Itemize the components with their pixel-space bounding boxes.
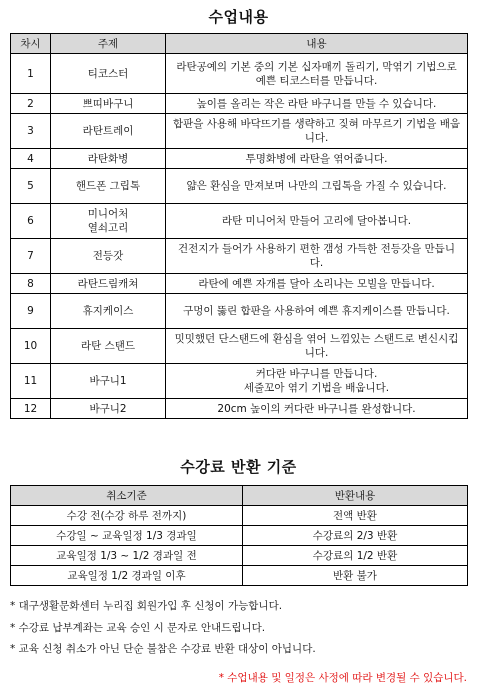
curriculum-row [11, 239, 468, 274]
session-content: 라탄에 예쁜 자개를 달아 소리나는 모빌을 만듭니다. [166, 274, 468, 294]
refund-amount: 반환 불가 [243, 566, 468, 586]
curriculum-row [11, 114, 468, 149]
session-content: 라탄공예의 기본 중의 기본 십자매끼 돌리기, 막엮기 기법으로 예쁜 티코스터를 만듭니다. [166, 54, 468, 94]
session-content: 라탄 미니어처 만들어 고리에 달아봅니다. [166, 204, 468, 239]
note-1: * 대구생활문화센터 누리집 회원가입 후 신청이 가능합니다. [10, 600, 283, 612]
refund-amount: 수강료의 2/3 반환 [243, 526, 468, 546]
session-topic: 라탄드림캐쳐 [51, 274, 166, 294]
session-number: 6 [11, 204, 51, 239]
notes [10, 596, 470, 661]
session-number: 7 [11, 239, 51, 274]
refund-amount: 전액 반환 [243, 506, 468, 526]
session-topic: 쁘띠바구니 [51, 94, 166, 114]
session-number: 4 [11, 149, 51, 169]
refund-header-row [11, 486, 468, 506]
session-number: 10 [11, 329, 51, 364]
session-topic: 라탄 스탠드 [51, 329, 166, 364]
session-content: 투명화병에 라탄을 엮어줍니다. [166, 149, 468, 169]
curriculum-row [11, 274, 468, 294]
session-content: 밋밋했던 단스탠드에 환심을 엮어 느낌있는 스탠드로 변신시킵니다. [166, 329, 468, 364]
refund-row [11, 566, 468, 586]
refund-criteria: 수강일 ~ 교육일정 1/3 경과일 [11, 526, 243, 546]
curriculum-title: 수업내용 [208, 8, 269, 26]
header-refund: 반환내용 [243, 486, 468, 506]
session-topic: 전등갓 [51, 239, 166, 274]
header-session: 차시 [11, 34, 51, 54]
session-topic: 바구니2 [51, 399, 166, 419]
session-topic: 티코스터 [51, 54, 166, 94]
curriculum-row [11, 169, 468, 204]
session-number: 9 [11, 294, 51, 329]
session-content: 구멍이 뚫린 합판을 사용하여 예쁜 휴지케이스를 만듭니다. [166, 294, 468, 329]
session-topic: 휴지케이스 [51, 294, 166, 329]
session-topic: 라탄화병 [51, 149, 166, 169]
curriculum-row [11, 94, 468, 114]
curriculum-table [10, 33, 468, 419]
curriculum-header-row [11, 34, 468, 54]
note-2: * 수강료 납부계좌는 교육 승인 시 문자로 안내드립니다. [10, 621, 266, 634]
session-number: 3 [11, 114, 51, 149]
session-number: 12 [11, 399, 51, 419]
session-number: 11 [11, 364, 51, 399]
curriculum-row [11, 204, 468, 239]
refund-title: 수강료 반환 기준 [180, 458, 297, 476]
session-content: 건전지가 들어가 사용하기 편한 갬성 가득한 전등갓을 만듭니다. [166, 239, 468, 274]
schedule-change-notice: * 수업내용 및 일정은 사정에 따라 변경될 수 있습니다. [218, 672, 467, 684]
refund-row [11, 526, 468, 546]
curriculum-row [11, 329, 468, 364]
refund-criteria: 교육일정 1/3 ~ 1/2 경과일 전 [11, 546, 243, 566]
refund-table [10, 485, 468, 586]
curriculum-row [11, 54, 468, 94]
session-number: 8 [11, 274, 51, 294]
session-content: 커다란 바구니를 만듭니다. 세줄꼬아 엮기 기법을 배웁니다. [166, 364, 468, 399]
session-content: 얇은 환심을 만져보며 나만의 그립톡을 가질 수 있습니다. [166, 169, 468, 204]
session-topic: 핸드폰 그립톡 [51, 169, 166, 204]
session-topic: 미니어처 열쇠고리 [51, 204, 166, 239]
refund-amount: 수강료의 1/2 반환 [243, 546, 468, 566]
session-number: 5 [11, 169, 51, 204]
header-topic: 주제 [51, 34, 166, 54]
refund-criteria: 교육일정 1/2 경과일 이후 [11, 566, 243, 586]
session-content: 20cm 높이의 커다란 바구니를 완성합니다. [166, 399, 468, 419]
header-criteria: 취소기준 [11, 486, 243, 506]
session-topic: 바구니1 [51, 364, 166, 399]
session-topic: 라탄트레이 [51, 114, 166, 149]
curriculum-row [11, 149, 468, 169]
header-content: 내용 [166, 34, 468, 54]
session-content: 높이를 올리는 작은 라탄 바구니를 만들 수 있습니다. [166, 94, 468, 114]
session-content: 합판을 사용해 바닥뜨기를 생략하고 짖혀 마무르기 기법을 배웁니다. [166, 114, 468, 149]
refund-row [11, 546, 468, 566]
curriculum-row [11, 294, 468, 329]
curriculum-row [11, 364, 468, 399]
session-number: 2 [11, 94, 51, 114]
curriculum-row [11, 399, 468, 419]
session-number: 1 [11, 54, 51, 94]
refund-row [11, 506, 468, 526]
note-3: * 교육 신청 취소가 아닌 단순 불참은 수강료 반환 대상이 아닙니다. [10, 643, 316, 655]
refund-criteria: 수강 전(수강 하루 전까지) [11, 506, 243, 526]
